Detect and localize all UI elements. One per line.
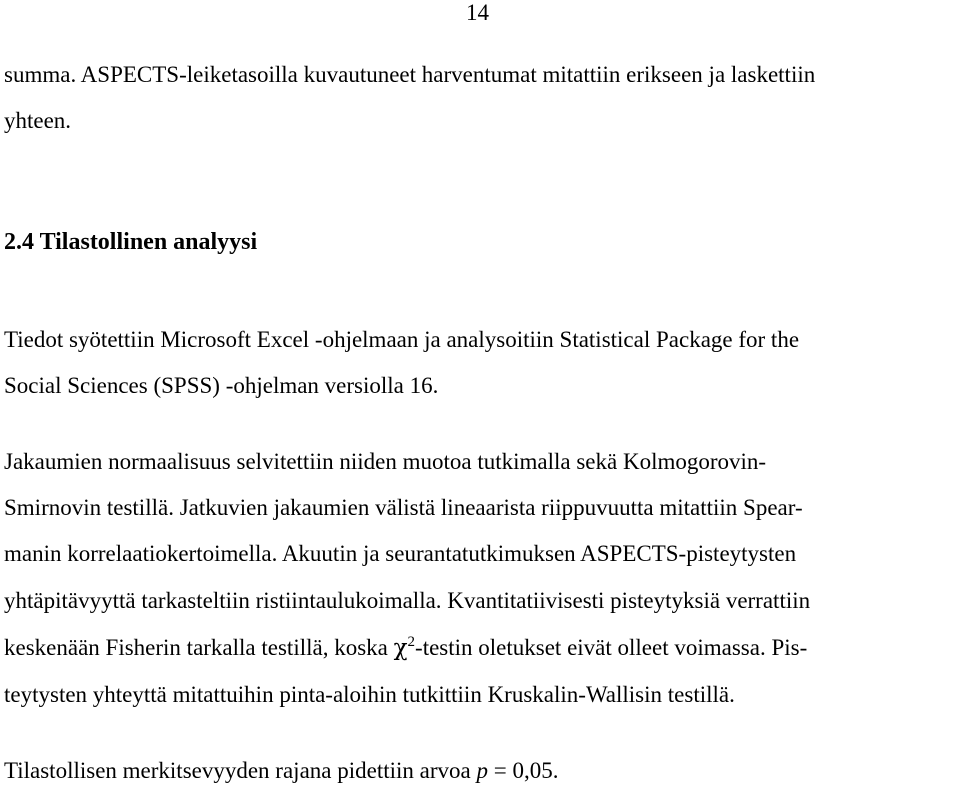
paragraph2-line-2: Smirnovin testillä. Jatkuvien jakaumien välistä lineaarista riippuvuutta mitattiin Spear-	[4, 495, 803, 520]
paragraph1-line-2: Social Sciences (SPSS) -ohjelman versiolla 16.	[4, 373, 439, 398]
paragraph2-line-4: yhtäpitävyyttä tarkasteltiin ristiintaulukoimalla. Kvantitatiivisesti pisteytyksiä verrattiin	[4, 588, 811, 613]
paragraph2-line-6: teytysten yhteyttä mitattuihin pinta-aloihin tutkittiin Kruskalin-Wallisin testillä.	[4, 682, 735, 707]
page-number: 14	[466, 0, 489, 25]
paragraph3-end: = 0,05.	[487, 758, 559, 783]
section-heading: 2.4 Tilastollinen analyysi	[4, 229, 258, 255]
chi-superscript: 2	[407, 634, 416, 650]
paragraph2-line-5-start: keskenään Fisherin tarkalla testillä, koska	[4, 635, 394, 660]
paragraph3-line-1	[4, 758, 558, 784]
paragraph2-line-5-end: -testin oletukset eivät olleet voimassa. Pis-	[415, 635, 808, 660]
paragraph2-line-3: manin korrelaatiokertoimella. Akuutin ja seurantatutkimuksen ASPECTS-pisteytysten	[4, 541, 797, 566]
chi-symbol: χ	[393, 635, 408, 661]
intro-line-2: yhteen.	[4, 108, 72, 133]
paragraph2-line-5	[4, 635, 807, 661]
paragraph2-line-1: Jakaumien normaalisuus selvitettiin niiden muotoa tutkimalla sekä Kolmogorovin-	[4, 449, 767, 474]
intro-line-1: summa. ASPECTS-leiketasoilla kuvautuneet harventumat mitattiin erikseen ja laskettiin	[4, 62, 816, 87]
paragraph3-start: Tilastollisen merkitsevyyden rajana pidettiin arvoa	[4, 758, 477, 783]
paragraph1-line-1: Tiedot syötettiin Microsoft Excel -ohjelmaan ja analysoitiin Statistical Package for the	[4, 327, 800, 352]
p-variable: p	[476, 758, 488, 783]
